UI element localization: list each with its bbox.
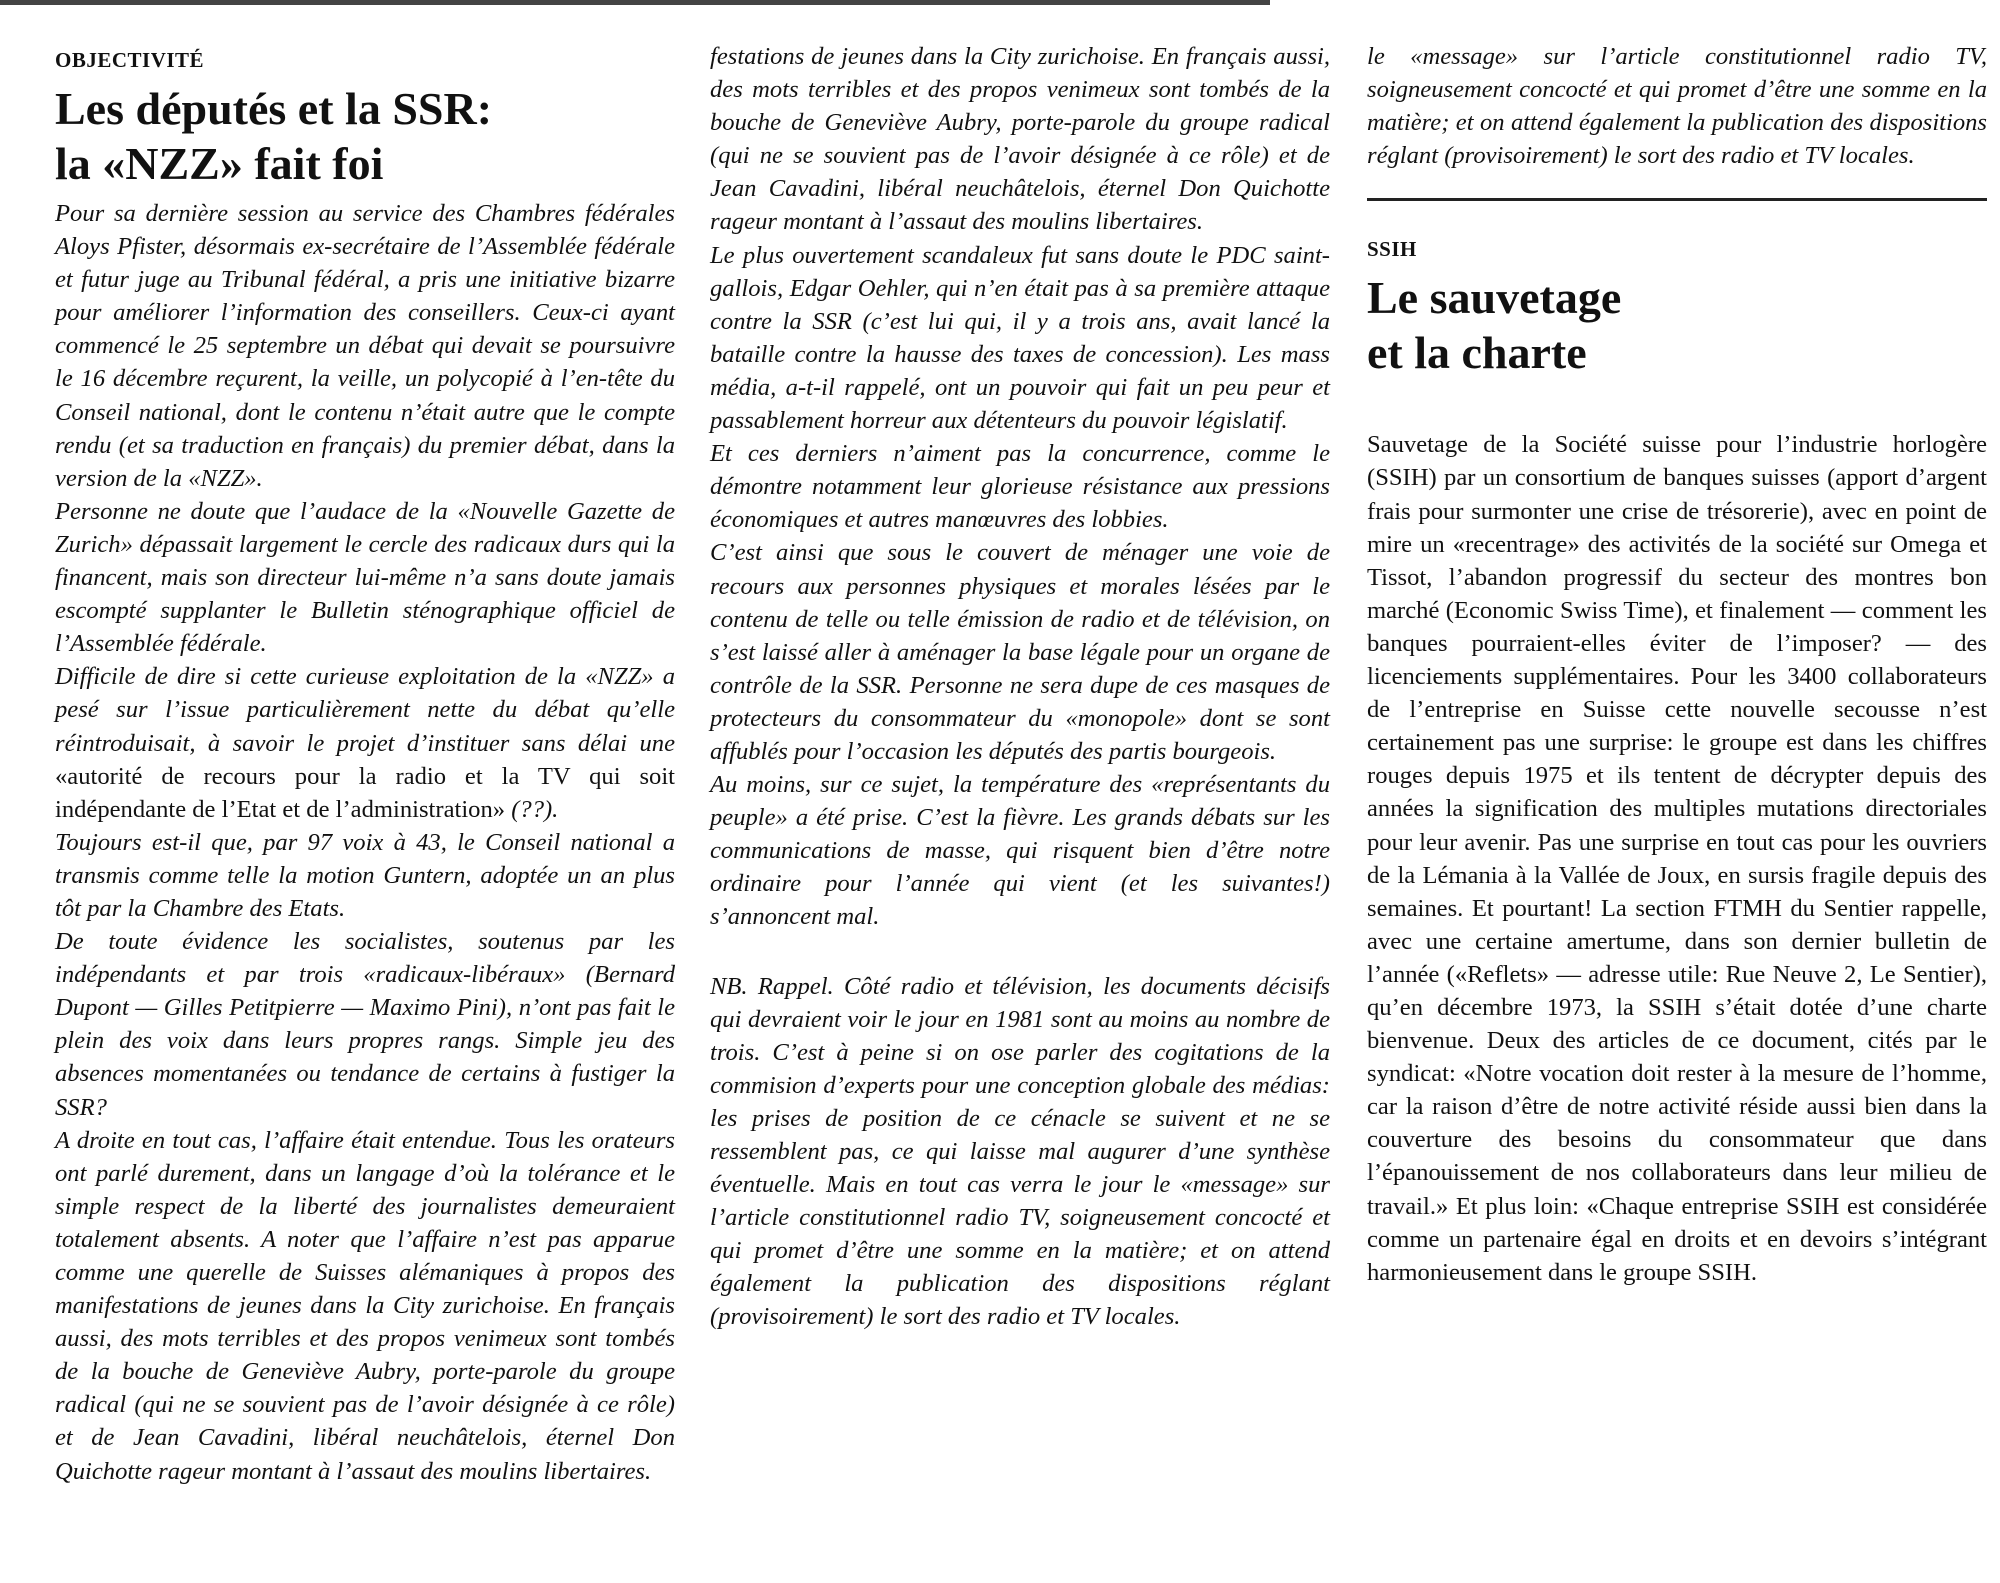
article1-para-9: C’est ainsi que sous le couvert de ménager une voie de recours aux personnes physiques et morales lésées par le contenu de telle ou telle émission de radio et de télévision, on s’est laissé aller à aménager la base légale pour un organe de contrôle de la SSR. Personne ne sera dupe de ces masques de protecteurs du consommateur du «monopole» dont se sont affublés pour l’occasion les députés des partis bourgeois. — [710, 539, 1330, 765]
article1-headline — [55, 81, 675, 191]
article2-headline — [1367, 270, 1987, 380]
article1-para-8: Et ces derniers n’aiment pas la concurrence, comme le démontre notamment leur glorieuse résistance aux pressions économiques et autres manœuvres des lobbies. — [710, 440, 1330, 534]
article1-para-2: Personne ne doute que l’audace de la «Nouvelle Gazette de Zurich» dépassait largement le cercle des radicaux durs qui la financent, mais son directeur lui-même n’a sans doute jamais escompté supplanter le Bulletin sténographique officiel de l’Assemblée fédérale. — [55, 497, 675, 658]
article1-para-3-tail: (??). — [505, 795, 559, 823]
article1-para-3 — [55, 660, 675, 825]
column-3 — [1367, 40, 1987, 1289]
article1-para-11: NB. Rappel. Côté radio et télévision, les documents décisifs qui devraient voir le jour en 1981 sont au moins au nombre de trois. C’est à peine si on ose parler des cogitations de la commision d’experts pour une conception globale des médias: les prises de position de ce cénacle se suivent et ne se ressemblent pas, ce qui laisse mal augurer d’une synthèse éventuelle. Mais en tout cas verra le jour le «message» sur l’article constitutionnel radio TV, soigneusement concocté et qui promet d’être une somme en la matière; et on attend également la publication des dispositions réglant (provisoirement) le sort des radio et TV locales. — [710, 972, 1330, 1331]
article2-headline-line1: Le sauvetage — [1367, 272, 1622, 324]
article1-para-10: Au moins, sur ce sujet, la température des «représentants du peuple» a été prise. C’est la fièvre. Les grands débats sur les communications de masse, qui risquent bien d’être notre ordinaire pour l’année qui vient (et les suivantes!) s’annoncent mal. — [710, 771, 1330, 931]
article1-para-7: Le plus ouvertement scandaleux fut sans doute le PDC saint-gallois, Edgar Oehler, qui n’en était pas à sa première attaque contre la SSR (c’est lui qui, il y a trois ans, avait lancé la bataille contre la hausse des taxes de concession). Les mass média, a-t-il rappelé, ont un pouvoir qui fait un peu peur et passablement horreur aux détenteurs du pouvoir législatif. — [710, 241, 1330, 435]
article1-para-6-continued: festations de jeunes dans la City zurichoise. En français aussi, des mots terribles et des propos venimeux sont tombés de la bouche de Geneviève Aubry, porte-parole du groupe radical (qui ne se souvient pas de l’avoir désignée à ce rôle) et de Jean Cavadini, libéral neuchâtelois, éternel Don Quichotte rageur montant à l’assaut des moulins libertaires. — [710, 43, 1330, 236]
article1-para-1: Pour sa dernière session au service des Chambres fédérales Aloys Pfister, désormais ex-secrétaire de l’Assemblée fédérale et futur juge au Tribunal fédéral, a pris une initiative bizarre pour améliorer l’information des conseillers. Ceux-ci ayant commencé le 25 septembre un débat qui devait se poursuivre le 16 décembre reçurent, la veille, un polycopié à l’en-tête du Conseil national, dont le contenu n’était autre que le compte rendu (et sa traduction en français) du premier débat, dans la version de la «NZZ». — [55, 200, 675, 492]
article1-headline-line2: la «NZZ» fait foi — [55, 138, 384, 189]
top-rule — [0, 0, 1270, 5]
article-separator-rule — [1367, 198, 1987, 201]
paragraph-gap — [710, 934, 1330, 970]
article1-para-4: Toujours est-il que, par 97 voix à 43, le Conseil national a transmis comme telle la motion Guntern, adoptée un an plus tôt par la Chambre des Etats. — [55, 828, 675, 922]
column-2 — [710, 40, 1330, 1331]
article2-headline-line2: et la charte — [1367, 327, 1587, 379]
article1-para-5: De toute évidence les socialistes, soutenus par les indépendants et par trois «radicaux-libéraux» (Bernard Dupont — Gilles Petitpierre — Maximo Pini), n’ont pas fait le plein des voix dans leurs propres rangs. Simple jeu des absences momentanées ou tendance de certains à fustiger la SSR? — [55, 928, 675, 1121]
article1-kicker: OBJECTIVITÉ — [55, 48, 205, 72]
article2-body: Sauvetage de la Société suisse pour l’industrie horlogère (SSIH) par un consortium de banques suisses (apport d’argent frais pour surmonter une crise de trésorerie), avec en point de mire un «recentrage» des activités de la société sur Omega et Tissot, l’abandon progressif du secteur des montres bon marché (Economic Swiss Time), et finalement — comment les banques pourraient-elles éviter de l’imposer? — des licenciements supplémentaires. Pour les 3400 collaborateurs de l’entreprise en Suisse cette nouvelle secousse n’est certainement pas une surprise: le groupe est dans les chiffres rouges depuis 1975 et ils tentent de décrypter depuis des années la signification des multiples mutations directoriales pour leur avenir. Pas une surprise en tout cas pour les ouvriers de la Lémania à la Vallée de Joux, en sursis fragile depuis des semaines. Et pourtant! La section FTMH du Sentier rappelle, avec une certaine amertume, dans son dernier bulletin de l’année («Reflets» — adresse utile: Rue Neuve 2, Le Sentier), qu’en décembre 1973, la SSIH s’était dotée d’une charte bienvenue. Deux des articles de ce document, cités par le syndicat: «Notre vocation doit rester à la mesure de l’homme, car la raison d’être de notre activité réside aussi bien dans la couverture des besoins du consommateur que dans l’épanouissement de nos collaborateurs dans leur milieu de travail.» Et plus loin: «Chaque entreprise SSIH est considérée comme un partenaire égal en droits et en devoirs s’intégrant harmonieusement dans le groupe SSIH. — [1367, 431, 1987, 1286]
article1-headline-line1: Les députés et la SSR: — [55, 83, 493, 134]
article1-para-3-quote: «autorité de recours pour la radio et la TV qui soit indépendante de l’Etat et de l’administration» — [55, 762, 675, 823]
article1-para-11-continued: le «message» sur l’article constitutionnel radio TV, soigneusement concocté et qui promet d’être une somme en la matière; et on attend également la publication des dispositions réglant (provisoirement) le sort des radio et TV locales. — [1367, 43, 1987, 170]
article1-para-3-italic: Difficile de dire si cette curieuse exploitation de la «NZZ» a pesé sur l’issue particulièrement nette du débat qu’elle réintroduisait, à savoir le projet d’instituer sans délai une — [55, 663, 675, 757]
article2-kicker: SSIH — [1367, 237, 1417, 262]
article1-para-6: A droite en tout cas, l’affaire était entendue. Tous les orateurs ont parlé durement, dans un langage d’où la tolérance et le simple respect de la liberté des journalistes demeuraient totalement absents. A noter que l’affaire n’est pas apparue comme une querelle de Suisses alémaniques à propos des manifestations de jeunes dans la City zurichoise. En français aussi, des mots terribles et des propos venimeux sont tombés de la bouche de Geneviève Aubry, porte-parole du groupe radical (qui ne se souvient pas de l’avoir désignée à ce rôle) et de Jean Cavadini, libéral neuchâtelois, éternel Don Quichotte rageur montant à l’assaut des moulins libertaires. — [55, 1126, 675, 1485]
column-1 — [55, 40, 675, 1485]
